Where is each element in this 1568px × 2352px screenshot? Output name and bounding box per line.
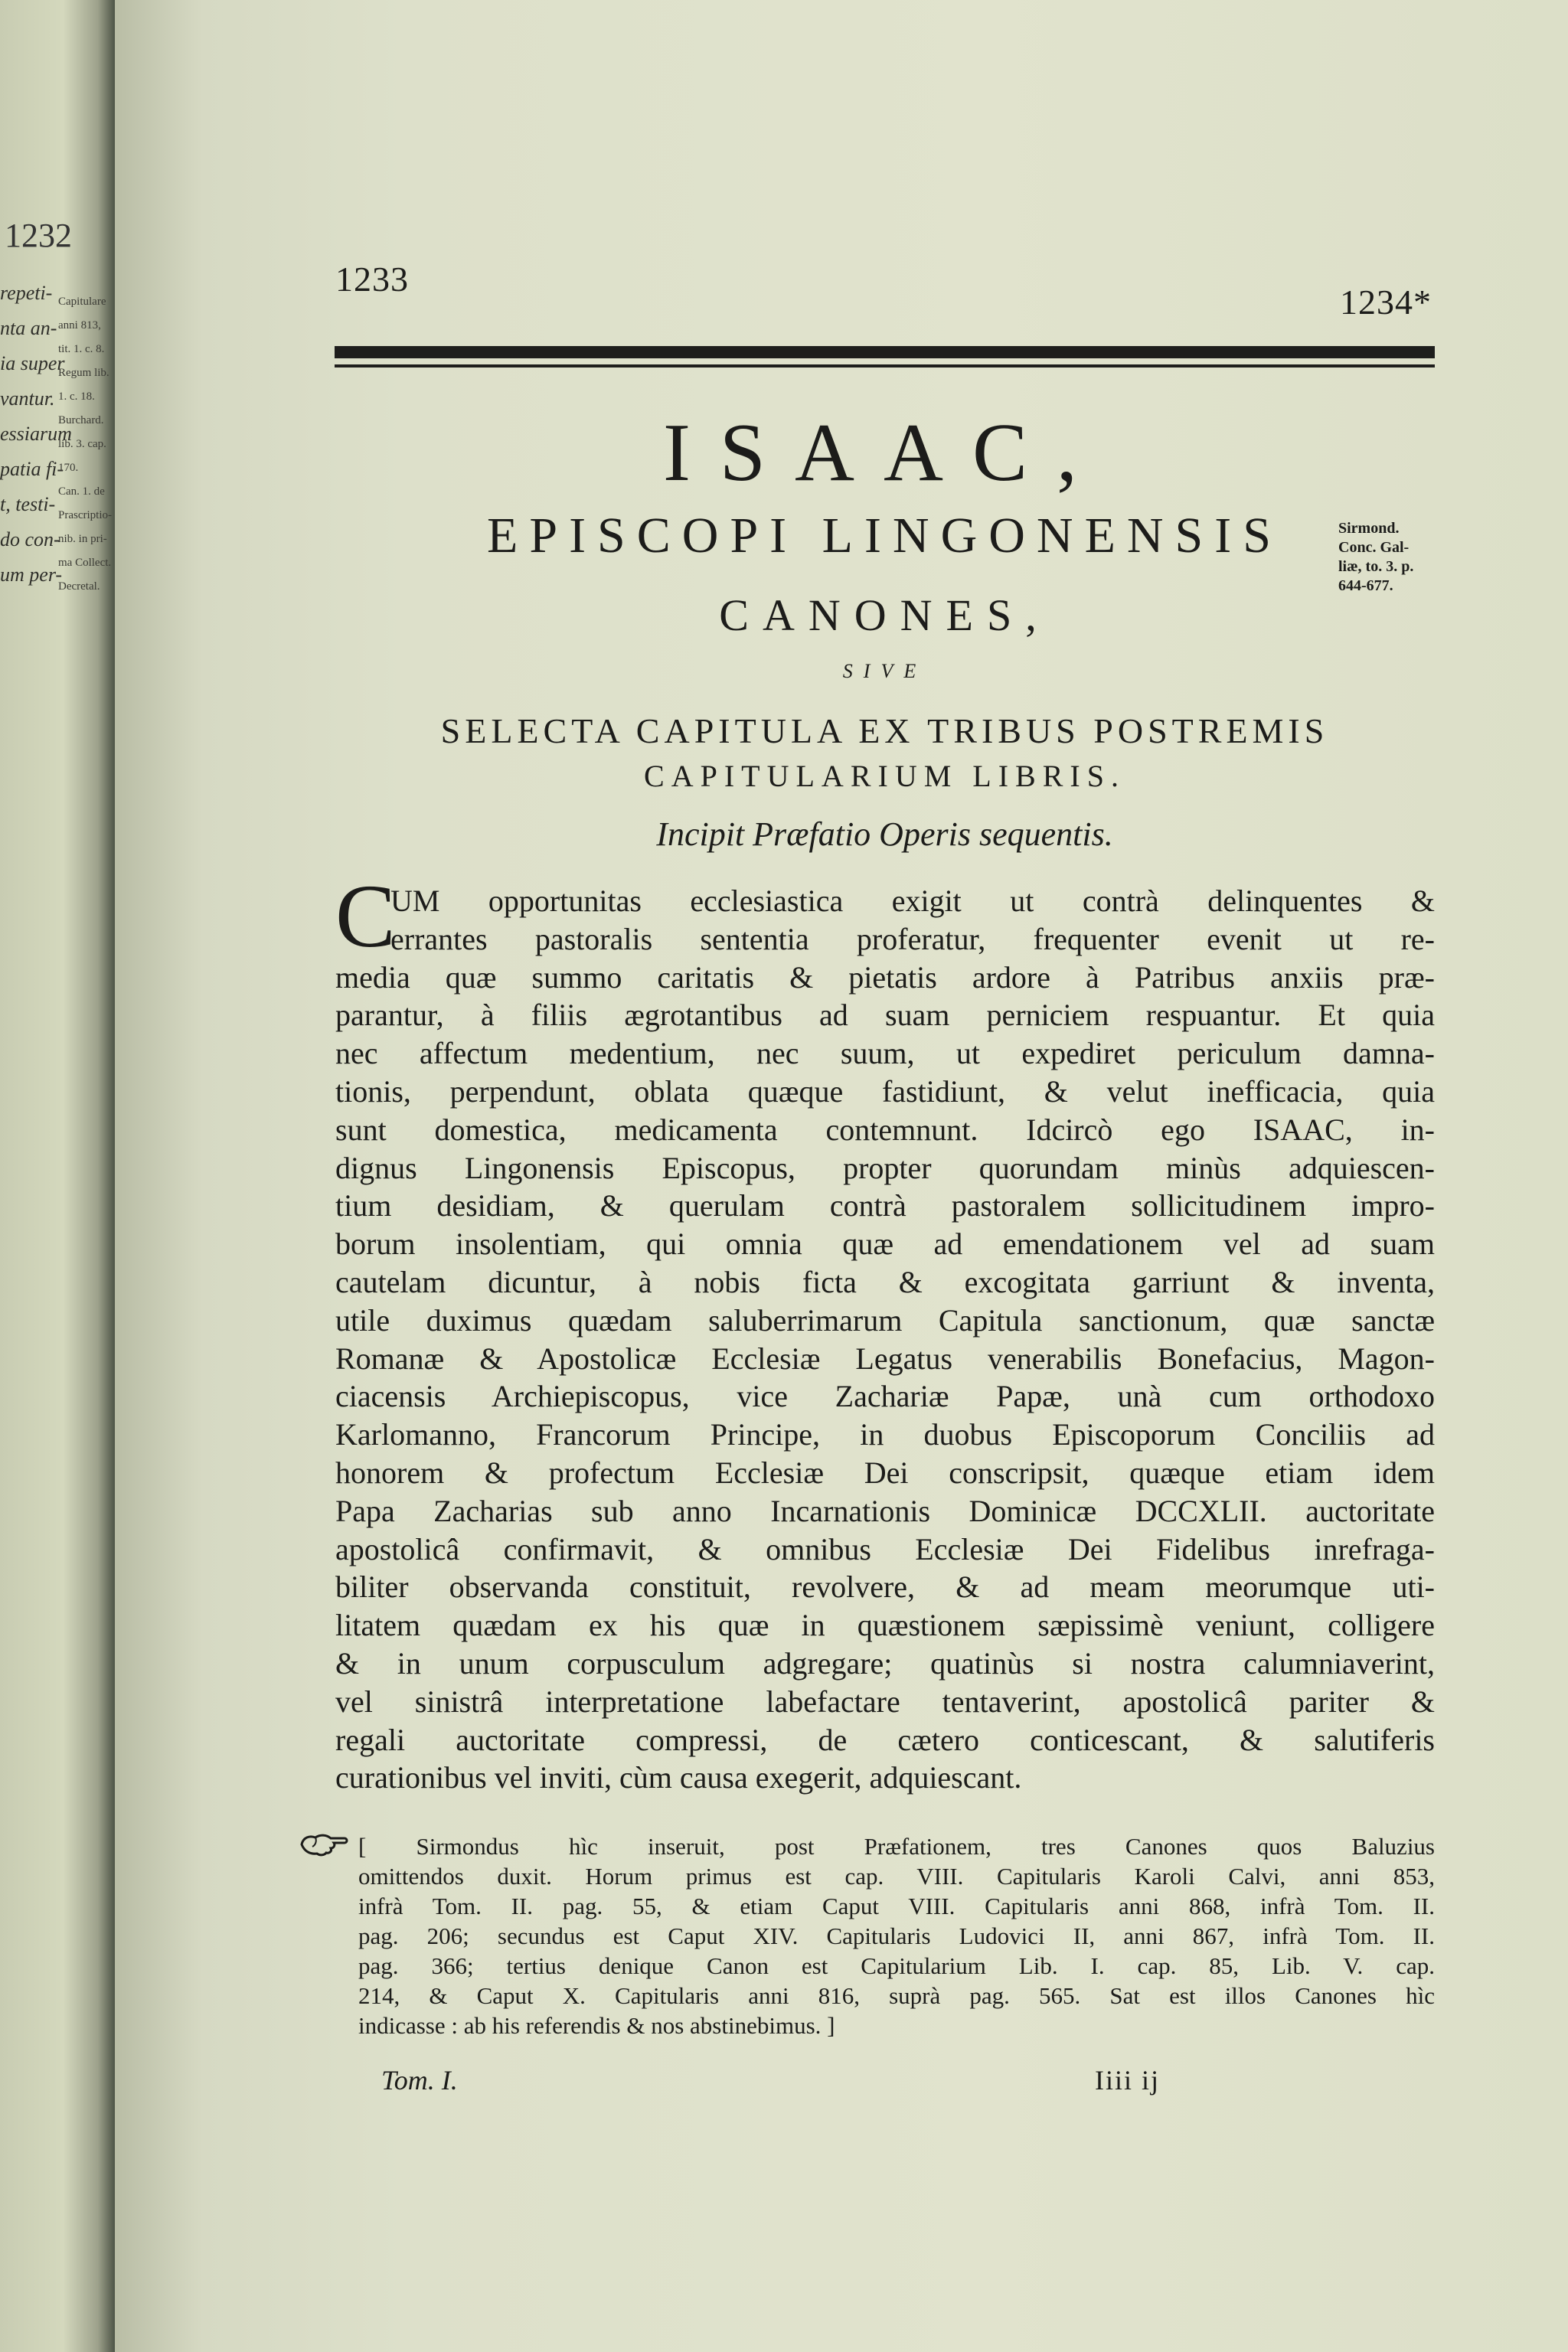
left-page-margin-line: anni 813, (58, 319, 101, 332)
column-number-right: 1234* (1340, 283, 1432, 322)
left-page-margin-line: Capitulare (58, 296, 106, 308)
left-page-margin-line: Burchard. (58, 414, 104, 426)
left-page-margin-line: ma Collect. (58, 557, 112, 569)
preface-line: ciacensis Archiepiscopus, vice Zachariæ Papæ, unà cum orthodoxo (335, 1379, 1435, 1414)
preface-line: apostolicâ confirmavit, & omnibus Ecclesiæ Dei Fidelibus inrefraga- (335, 1531, 1435, 1566)
preface-line: Karlomanno, Francorum Principe, in duobus Episcoporum Conciliis ad (335, 1417, 1435, 1452)
preface-line: vel sinistrâ interpretatione labefactare tentaverint, apostolicâ pariter & (335, 1684, 1435, 1719)
title-line-3: CANONES, (719, 590, 1050, 640)
left-page-line: essiarum (0, 423, 72, 445)
preface-line: litatem quædam ex his quæ in quæstionem sæpissimè veniunt, colligere (335, 1608, 1435, 1643)
book-page (115, 0, 1568, 2352)
margin-reference-line: 644-677. (1338, 577, 1393, 594)
left-page-line: t, testi- (0, 493, 56, 515)
preface-lines (335, 882, 1435, 1797)
preface-line: curationibus vel inviti, cùm causa exegerit, adquiescant. (335, 1760, 1022, 1795)
header-rule-thin (335, 364, 1435, 368)
left-page-line: nta an- (0, 317, 57, 339)
preface-line: nec affectum medentium, nec suum, ut expediret periculum damna- (335, 1036, 1435, 1071)
left-page-number: 1232 (5, 217, 72, 254)
margin-reference-line: Conc. Gal- (1338, 539, 1410, 556)
left-page-margin-line: tit. 1. c. 8. (58, 343, 105, 355)
preface-line: tium desidiam, & querulam contrà pastoralem sollicitudinem impro- (335, 1188, 1435, 1223)
preface-line: sunt domestica, medicamenta contemnunt. Idcircò ego ISAAC, in- (335, 1112, 1435, 1147)
pointing-hand-icon (299, 1831, 349, 1857)
editorial-note-line: pag. 206; secundus est Caput XIV. Capitularis Ludovici II, anni 867, infrà Tom. II. (358, 1922, 1435, 1949)
left-page-margin-line: nib. in pri- (58, 533, 107, 545)
editorial-note-line: 214, & Caput X. Capitularis anni 816, suprà pag. 565. Sat est illos Canones hìc (358, 1982, 1435, 2009)
left-page-line: um per- (0, 564, 63, 586)
volume-label: Tom. I. (381, 2065, 458, 2096)
left-page-line: repeti- (0, 282, 53, 304)
left-facing-page (0, 0, 115, 2352)
column-number-left: 1233 (335, 260, 409, 299)
left-page-margin-line: Can. 1. de (58, 485, 105, 498)
title-main: ISAAC, (662, 407, 1107, 498)
left-page-line: vantur. (0, 387, 55, 410)
margin-reference-line: liæ, to. 3. p. (1338, 558, 1414, 575)
preface-line: errantes pastoralis sententia proferatur, frequenter evenit ut re- (390, 921, 1435, 956)
preface-line: dignus Lingonensis Episcopus, propter quorundam minùs adquiescen- (335, 1150, 1435, 1185)
preface-line: utile duximus quædam saluberrimarum Capitula sanctionum, quæ sanctæ (335, 1302, 1435, 1338)
signature-mark: Iiii ij (1095, 2065, 1160, 2096)
title-line-2: EPISCOPI LINGONENSIS (487, 508, 1282, 564)
editorial-note-line: indicasse : ab his referendis & nos abstinebimus. ] (358, 2012, 835, 2039)
preface-line: media quæ summo caritatis & pietatis ardore à Patribus anxiis præ- (335, 959, 1435, 995)
left-page-margin-line: lib. 3. cap. (58, 438, 106, 450)
preface-line: Romanæ & Apostolicæ Ecclesiæ Legatus venerabilis Bonefacius, Magon- (335, 1341, 1435, 1376)
drop-cap: C (335, 866, 396, 966)
preface-line: & in unum corpusculum adgregare; quatinùs si nostra calumniaverint, (335, 1645, 1435, 1681)
left-page-margin-line: 1. c. 18. (58, 390, 95, 403)
left-page-margin-line: Decretal. (58, 580, 100, 593)
preface-line: parantur, à filiis ægrotantibus ad suam perniciem respuantur. Et quia (335, 998, 1435, 1033)
header-rule-thick (335, 346, 1435, 358)
left-page-line: ia super (0, 352, 65, 374)
editorial-note-line: pag. 366; tertius denique Canon est Capitularium Lib. I. cap. 85, Lib. V. cap. (358, 1952, 1435, 1979)
subtitle-line-1: SELECTA CAPITULA EX TRIBUS POSTREMIS (440, 711, 1329, 750)
editorial-note-line: [ Sirmondus hìc inseruit, post Præfationem, tres Canones quos Baluzius (358, 1833, 1435, 1860)
preface-line: UM opportunitas ecclesiastica exigit ut contrà delinquentes & (390, 884, 1435, 918)
editorial-note-line: omittendos duxit. Horum primus est cap. VIII. Capitularis Karoli Calvi, anni 853, (358, 1863, 1435, 1890)
left-page-margin-line: Prascriptio- (58, 509, 112, 521)
subtitle-line-2: CAPITULARIUM LIBRIS. (644, 759, 1125, 793)
preface-line: borum insolentiam, qui omnia quæ ad emendationem vel ad suam (335, 1227, 1435, 1262)
margin-reference-line: Sirmond. (1338, 520, 1400, 537)
preface-heading: Incipit Præfatio Operis sequentis. (656, 815, 1113, 853)
preface-line: biliter observanda constituit, revolvere, & ad meam meorumque uti- (335, 1570, 1435, 1605)
editorial-note (358, 1831, 1435, 2040)
editorial-note-lines (358, 1831, 1435, 2040)
left-page-line: patia fi- (0, 458, 64, 480)
preface-line: tionis, perpendunt, oblata quæque fastidiunt, & velut inefficacia, quia (335, 1073, 1435, 1109)
title-sive: SIVE (842, 660, 927, 682)
preface-line: cautelam dicuntur, à nobis ficta & excogitata garriunt & inventa, (335, 1264, 1435, 1299)
preface-body (335, 866, 1435, 1797)
preface-line: regali auctoritate compressi, de cætero conticescant, & salutiferis (335, 1722, 1435, 1757)
margin-reference (1338, 519, 1491, 596)
left-page-margin-line: 170. (58, 462, 79, 474)
left-page-line: do con- (0, 528, 60, 550)
preface-line: honorem & profectum Ecclesiæ Dei conscripsit, quæque etiam idem (335, 1455, 1435, 1490)
preface-line: Papa Zacharias sub anno Incarnationis Dominicæ DCCXLII. auctoritate (335, 1493, 1435, 1528)
editorial-note-line: infrà Tom. II. pag. 55, & etiam Caput VIII. Capitularis anni 868, infrà Tom. II. (358, 1893, 1435, 1919)
left-page-margin-line: Regum lib. (58, 367, 109, 379)
